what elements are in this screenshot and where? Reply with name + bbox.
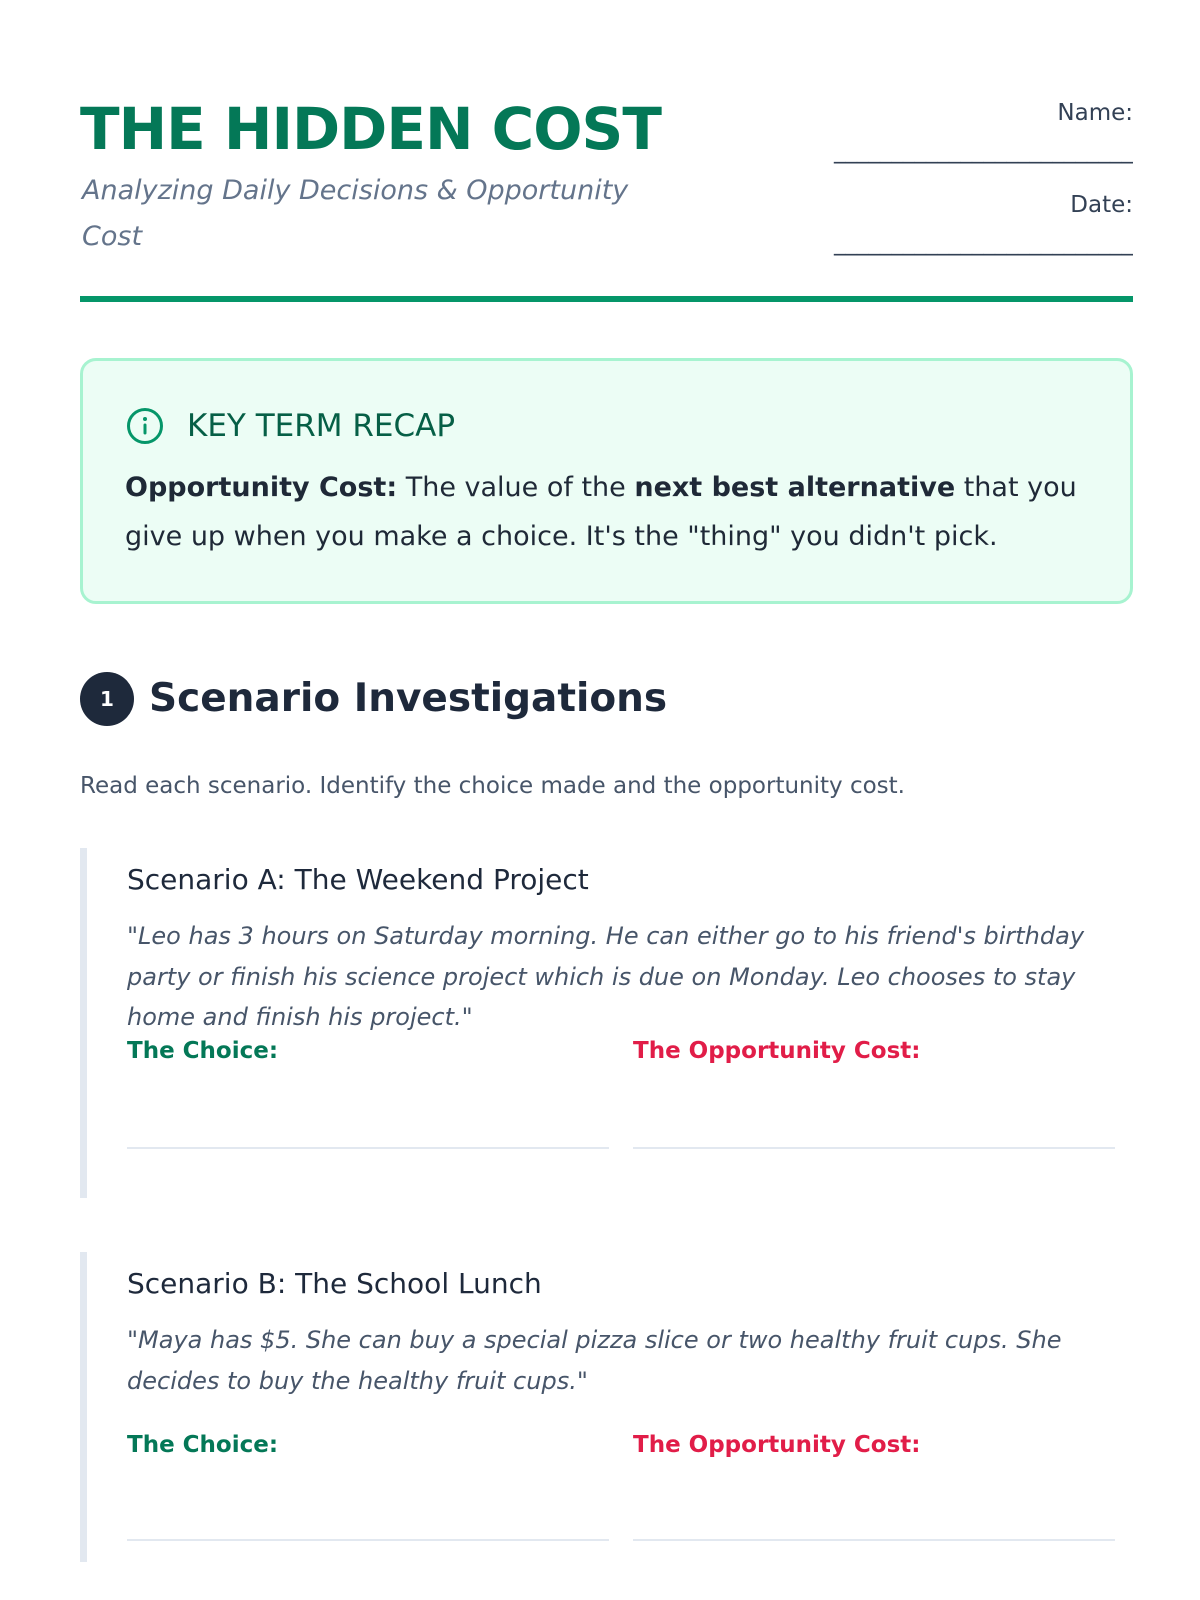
scenario-title: Scenario A: The Weekend Project — [127, 863, 589, 896]
section-title: Scenario Investigations — [149, 676, 668, 721]
opportunity-cost-label: The Opportunity Cost: — [633, 1038, 921, 1064]
cost-answer-line[interactable] — [633, 1539, 1115, 1541]
date-label: Date: — [1070, 192, 1133, 218]
student-fields — [753, 95, 1133, 279]
choice-answer-area[interactable] — [127, 1034, 609, 1068]
worksheet-header — [80, 95, 1133, 255]
choice-label: The Choice: — [127, 1038, 279, 1064]
choice-answer-area[interactable] — [127, 1428, 609, 1462]
info-icon — [125, 406, 165, 446]
definition-part-2: that you give up when you make a choice. It's the "thing" you didn't pick. — [125, 472, 1077, 552]
scenario-card-a — [80, 848, 1133, 1198]
page-subtitle: Analyzing Daily Decisions & Opportunity Cost — [82, 175, 629, 252]
scenario-card-b — [80, 1252, 1133, 1562]
cost-answer-line[interactable] — [633, 1147, 1115, 1149]
cost-answer-area[interactable] — [633, 1034, 1115, 1068]
cost-answer-area[interactable] — [633, 1428, 1115, 1462]
scenario-text: "Maya has $5. She can buy a special pizza slice or two healthy fruit cups. She decides to buy the healthy fruit cups." — [127, 1326, 1062, 1395]
key-term-definition — [125, 463, 1085, 561]
header-divider — [80, 296, 1133, 302]
definition-emphasis: next best alternative — [634, 472, 956, 503]
opportunity-cost-label: The Opportunity Cost: — [633, 1432, 921, 1458]
choice-answer-line[interactable] — [127, 1539, 609, 1541]
name-label: Name: — [1057, 100, 1133, 126]
page-title: THE HIDDEN COST — [80, 95, 661, 163]
key-term-box — [80, 358, 1133, 604]
scenario-text: "Leo has 3 hours on Saturday morning. He can either go to his friend's birthday party or finish his science project which is due on Monday. Leo chooses to stay home and finish his project." — [127, 922, 1085, 1031]
date-field[interactable]: __________________________ — [834, 230, 1133, 256]
key-term-title: KEY TERM RECAP — [187, 408, 456, 444]
key-term-word: Opportunity Cost: — [125, 472, 398, 503]
section-number-badge: 1 — [80, 672, 134, 726]
choice-label: The Choice: — [127, 1432, 279, 1458]
scenario-title: Scenario B: The School Lunch — [127, 1267, 542, 1300]
choice-answer-line[interactable] — [127, 1147, 609, 1149]
section-instructions: Read each scenario. Identify the choice made and the opportunity cost. — [80, 773, 905, 799]
name-field[interactable]: __________________________ — [834, 138, 1133, 164]
definition-part-1: The value of the — [397, 472, 635, 503]
